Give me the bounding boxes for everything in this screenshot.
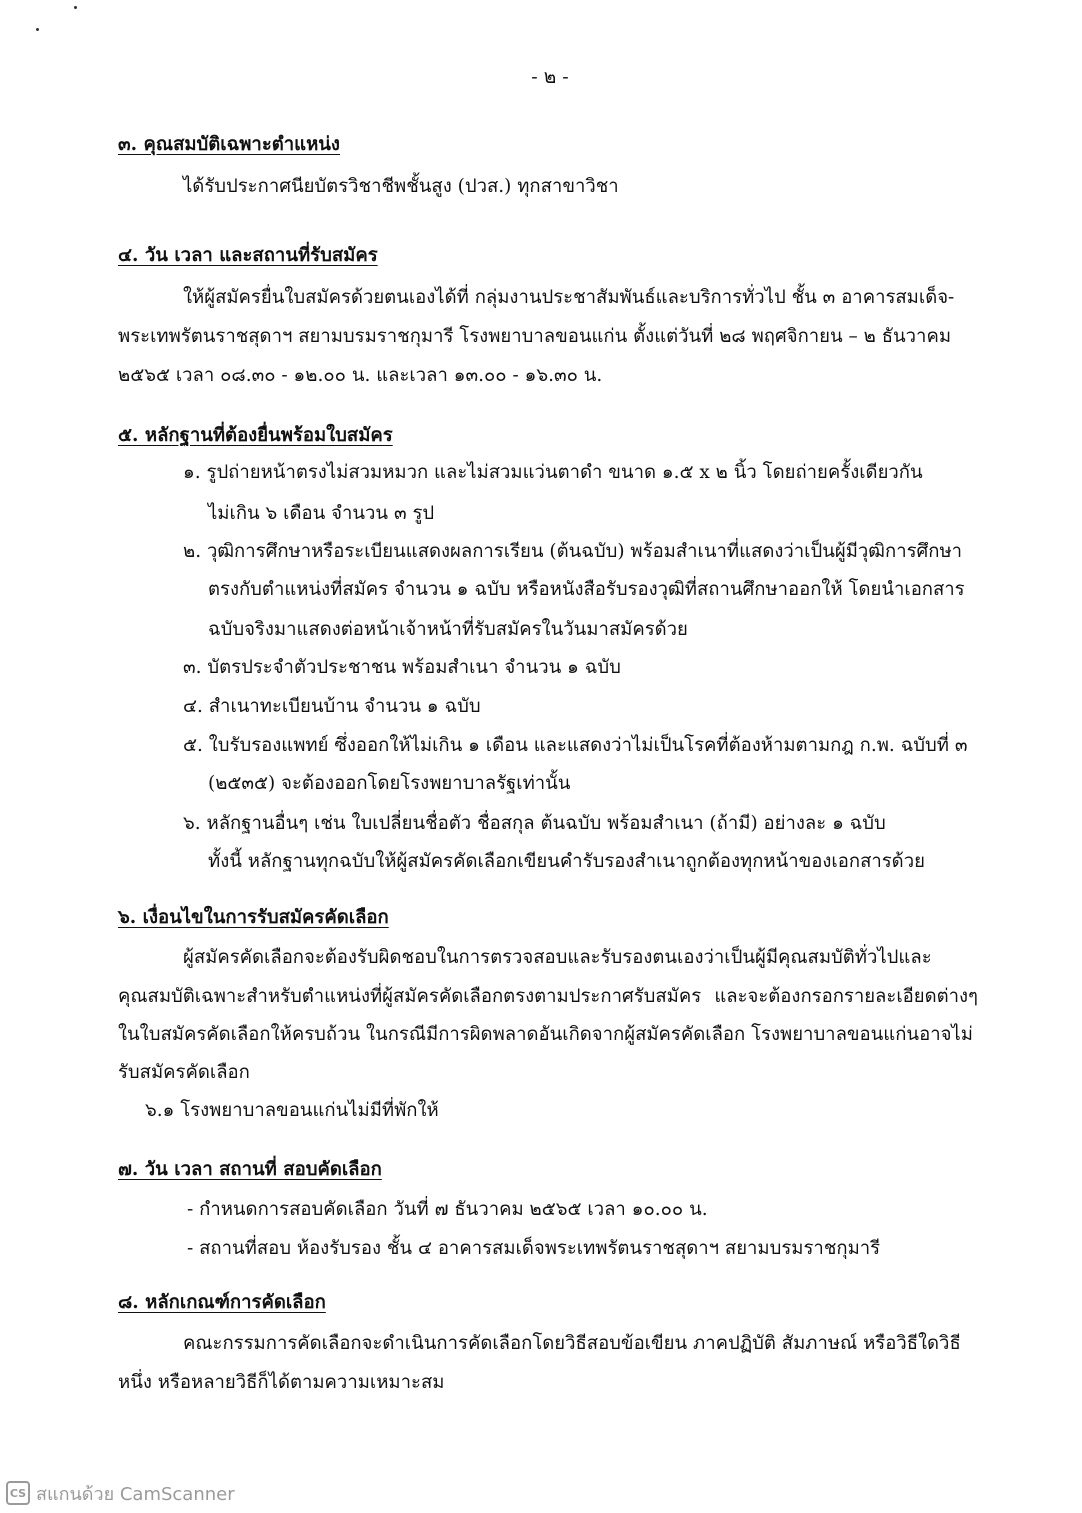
section-3-heading: ๓. คุณสมบัติเฉพาะตำแหน่ง (118, 134, 340, 155)
section-6-heading: ๖. เงื่อนไขในการรับสมัครคัดเลือก (118, 907, 389, 928)
evidence-item: ๔. สำเนาทะเบียนบ้าน จำนวน ๑ ฉบับ (183, 696, 481, 717)
evidence-item: ๑. รูปถ่ายหน้าตรงไม่สวมหมวก และไม่สวมแว่นตาดำ ขนาด ๑.๕ x ๒ นิ้ว โดยถ่ายครั้งเดียวกัน (183, 462, 923, 483)
evidence-item-continued: ไม่เกิน ๖ เดือน จำนวน ๓ รูป (208, 503, 435, 524)
watermark-text: สแกนด้วย CamScanner (36, 1483, 235, 1505)
page-number: - ๒ - (531, 66, 569, 88)
section-5-heading: ๕. หลักฐานที่ต้องยื่นพร้อมใบสมัคร (118, 425, 393, 446)
evidence-item: ๕. ใบรับรองแพทย์ ซึ่งออกให้ไม่เกิน ๑ เดือน และแสดงว่าไม่เป็นโรคที่ต้องห้ามตามกฎ ก.พ. ฉบับที่ ๓ (183, 735, 968, 756)
section-4-line: ให้ผู้สมัครยื่นใบสมัครด้วยตนเองได้ที่ กลุ่มงานประชาสัมพันธ์และบริการทั่วไป ชั้น ๓ อาคารสมเด็จ- (183, 287, 955, 308)
section-6-subitem: ๖.๑ โรงพยาบาลขอนแก่นไม่มีที่พักให้ (145, 1100, 439, 1121)
camscanner-watermark (6, 1480, 235, 1506)
section-7-heading: ๗. วัน เวลา สถานที่ สอบคัดเลือก (118, 1159, 382, 1180)
exam-schedule-line: - กำหนดการสอบคัดเลือก วันที่ ๗ ธันวาคม ๒๕๖๕ เวลา ๑๐.๐๐ น. (187, 1199, 708, 1220)
section-3-line: ได้รับประกาศนียบัตรวิชาชีพชั้นสูง (ปวส.) ทุกสาขาวิชา (183, 176, 619, 197)
section-6-line: ในใบสมัครคัดเลือกให้ครบถ้วน ในกรณีมีการผิดพลาดอันเกิดจากผู้สมัครคัดเลือก โรงพยาบาลขอนแก่นอาจไม่ (118, 1024, 973, 1045)
section-6-line: ผู้สมัครคัดเลือกจะต้องรับผิดชอบในการตรวจสอบและรับรองตนเองว่าเป็นผู้มีคุณสมบัติทั่วไปและ (183, 947, 932, 968)
section-4-heading: ๔. วัน เวลา และสถานที่รับสมัคร (118, 245, 378, 266)
evidence-item: ๖. หลักฐานอื่นๆ เช่น ใบเปลี่ยนชื่อตัว ชื่อสกุล ต้นฉบับ พร้อมสำเนา (ถ้ามี) อย่างละ ๑ ฉบับ (183, 813, 886, 834)
evidence-item-continued: ตรงกับตำแหน่งที่สมัคร จำนวน ๑ ฉบับ หรือหนังสือรับรองวุฒิที่สถานศึกษาออกให้ โดยนำเอกสาร (208, 579, 965, 600)
section-6-line: คุณสมบัติเฉพาะสำหรับตำแหน่งที่ผู้สมัครคัดเลือกตรงตามประกาศรับสมัคร และจะต้องกรอกรายละเอียดต่างๆ (118, 986, 978, 1007)
section-6-line: รับสมัครคัดเลือก (118, 1062, 250, 1083)
section-4-line: ๒๕๖๕ เวลา ๐๘.๓๐ - ๑๒.๐๐ น. และเวลา ๑๓.๐๐ - ๑๖.๓๐ น. (118, 365, 603, 386)
evidence-item-continued: (๒๕๓๕) จะต้องออกโดยโรงพยาบาลรัฐเท่านั้น (208, 773, 571, 794)
section-8-line: หนึ่ง หรือหลายวิธีก็ได้ตามความเหมาะสม (118, 1372, 445, 1393)
section-8-line: คณะกรรมการคัดเลือกจะดำเนินการคัดเลือกโดยวิธีสอบข้อเขียน ภาคปฏิบัติ สัมภาษณ์ หรือวิธีใดวิธี (183, 1333, 961, 1354)
evidence-item: ๒. วุฒิการศึกษาหรือระเบียนแสดงผลการเรียน (ต้นฉบับ) พร้อมสำเนาที่แสดงว่าเป็นผู้มีวุฒิการศึกษา (183, 541, 963, 562)
evidence-note: ทั้งนี้ หลักฐานทุกฉบับให้ผู้สมัครคัดเลือกเขียนคำรับรองสำเนาถูกต้องทุกหน้าของเอกสารด้วย (208, 851, 925, 872)
evidence-item-continued: ฉบับจริงมาแสดงต่อหน้าเจ้าหน้าที่รับสมัครในวันมาสมัครด้วย (208, 619, 688, 640)
section-4-line: พระเทพรัตนราชสุดาฯ สยามบรมราชกุมารี โรงพยาบาลขอนแก่น ตั้งแต่วันที่ ๒๘ พฤศจิกายน – ๒ ธันวาคม (118, 326, 952, 347)
exam-location-line: - สถานที่สอบ ห้องรับรอง ชั้น ๔ อาคารสมเด็จพระเทพรัตนราชสุดาฯ สยามบรมราชกุมารี (187, 1238, 881, 1259)
evidence-item: ๓. บัตรประจำตัวประชาชน พร้อมสำเนา จำนวน ๑ ฉบับ (183, 657, 621, 678)
section-8-heading: ๘. หลักเกณฑ์การคัดเลือก (118, 1292, 326, 1313)
camscanner-logo-icon: CS (6, 1481, 30, 1505)
